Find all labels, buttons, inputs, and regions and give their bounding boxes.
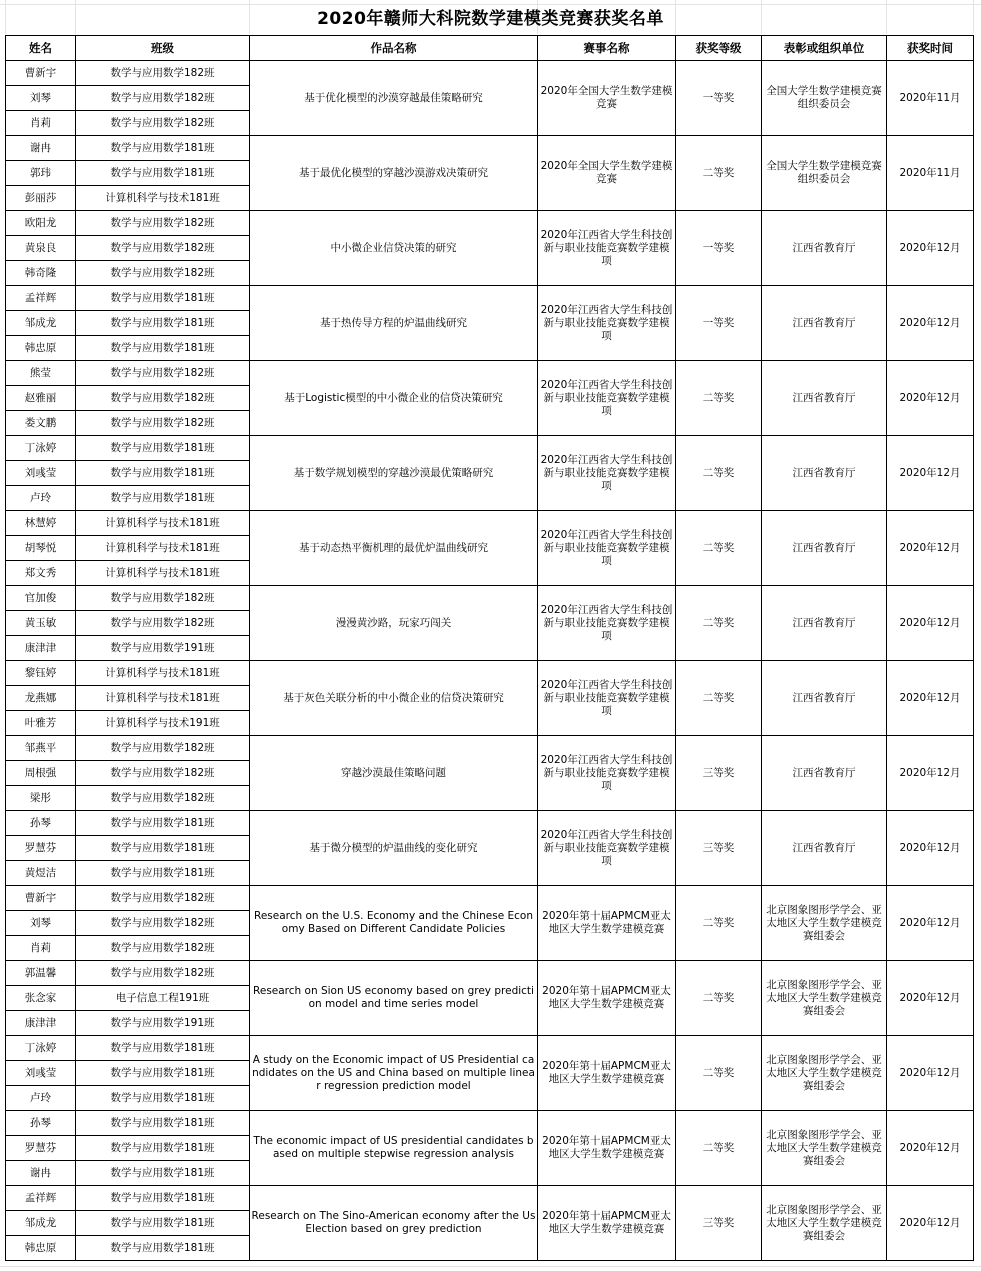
student-name: 周根强	[6, 761, 76, 786]
header-competition: 赛事名称	[538, 36, 676, 61]
student-name: 曹新宇	[6, 886, 76, 911]
award-time: 2020年12月	[887, 1036, 974, 1111]
student-name: 龙燕娜	[6, 686, 76, 711]
table-row	[6, 1186, 974, 1211]
student-name: 刘琴	[6, 911, 76, 936]
organizer: 北京图象图形学学会、亚太地区大学生数学建模竞赛组委会	[762, 961, 887, 1036]
competition-name: 2020年江西省大学生科技创新与职业技能竞赛数学建模项	[538, 436, 676, 511]
student-class: 数学与应用数学181班	[76, 286, 250, 311]
table-row	[6, 586, 974, 611]
student-class: 数学与应用数学182班	[76, 961, 250, 986]
organizer: 江西省教育厅	[762, 586, 887, 661]
competition-name: 2020年江西省大学生科技创新与职业技能竞赛数学建模项	[538, 661, 676, 736]
award-level: 二等奖	[676, 511, 762, 586]
student-class: 数学与应用数学182班	[76, 761, 250, 786]
organizer: 江西省教育厅	[762, 661, 887, 736]
competition-name: 2020年全国大学生数学建模竞赛	[538, 136, 676, 211]
student-class: 数学与应用数学181班	[76, 1061, 250, 1086]
header-level: 获奖等级	[676, 36, 762, 61]
student-class: 数学与应用数学182班	[76, 111, 250, 136]
table-row	[6, 361, 974, 386]
student-name: 丁泳婷	[6, 1036, 76, 1061]
competition-name: 2020年江西省大学生科技创新与职业技能竞赛数学建模项	[538, 811, 676, 886]
work-title: Research on Sion US economy based on grey prediction model and time series model	[250, 961, 538, 1036]
work-title: Research on the U.S. Economy and the Chinese Economy Based on Different Candidate Policies	[250, 886, 538, 961]
table-row	[6, 211, 974, 236]
student-class: 数学与应用数学182班	[76, 361, 250, 386]
student-name: 丁泳婷	[6, 436, 76, 461]
competition-name: 2020年江西省大学生科技创新与职业技能竞赛数学建模项	[538, 286, 676, 361]
student-class: 计算机科学与技术181班	[76, 561, 250, 586]
student-name: 黎钰婷	[6, 661, 76, 686]
student-name: 韩奇隆	[6, 261, 76, 286]
competition-name: 2020年第十届APMCM亚太地区大学生数学建模竞赛	[538, 1036, 676, 1111]
student-class: 数学与应用数学182班	[76, 236, 250, 261]
student-name: 黄煜洁	[6, 861, 76, 886]
header-row	[6, 36, 974, 61]
table-row	[6, 436, 974, 461]
competition-name: 2020年江西省大学生科技创新与职业技能竞赛数学建模项	[538, 586, 676, 661]
organizer: 江西省教育厅	[762, 436, 887, 511]
student-class: 数学与应用数学182班	[76, 386, 250, 411]
table-row	[6, 511, 974, 536]
student-name: 郭温馨	[6, 961, 76, 986]
page-title: 2020年赣师大科院数学建模类竞赛获奖名单	[317, 9, 664, 29]
award-time: 2020年12月	[887, 1186, 974, 1261]
student-class: 数学与应用数学181班	[76, 136, 250, 161]
work-title: 基于Logistic模型的中小微企业的信贷决策研究	[250, 361, 538, 436]
student-name: 孙琴	[6, 1111, 76, 1136]
student-name: 韩忠原	[6, 1236, 76, 1261]
competition-name: 2020年江西省大学生科技创新与职业技能竞赛数学建模项	[538, 736, 676, 811]
student-class: 数学与应用数学182班	[76, 886, 250, 911]
student-class: 数学与应用数学191班	[76, 636, 250, 661]
award-time: 2020年12月	[887, 511, 974, 586]
student-class: 计算机科学与技术191班	[76, 711, 250, 736]
student-class: 数学与应用数学181班	[76, 1211, 250, 1236]
award-time: 2020年12月	[887, 586, 974, 661]
student-name: 娄文鹏	[6, 411, 76, 436]
organizer: 北京图象图形学学会、亚太地区大学生数学建模竞赛组委会	[762, 1036, 887, 1111]
award-time: 2020年12月	[887, 286, 974, 361]
student-class: 数学与应用数学181班	[76, 436, 250, 461]
student-class: 数学与应用数学181班	[76, 811, 250, 836]
student-name: 康津津	[6, 1011, 76, 1036]
student-class: 数学与应用数学182班	[76, 586, 250, 611]
student-class: 数学与应用数学181班	[76, 311, 250, 336]
work-title: 基于优化模型的沙漠穿越最佳策略研究	[250, 61, 538, 136]
student-name: 罗慧芬	[6, 1136, 76, 1161]
organizer: 江西省教育厅	[762, 211, 887, 286]
table-row	[6, 886, 974, 911]
header-time: 获奖时间	[887, 36, 974, 61]
student-class: 数学与应用数学182班	[76, 736, 250, 761]
work-title: 基于最优化模型的穿越沙漠游戏决策研究	[250, 136, 538, 211]
student-name: 康津津	[6, 636, 76, 661]
award-level: 二等奖	[676, 1111, 762, 1186]
award-time: 2020年11月	[887, 136, 974, 211]
student-name: 孟祥辉	[6, 286, 76, 311]
student-class: 数学与应用数学182班	[76, 211, 250, 236]
table-row	[6, 286, 974, 311]
student-name: 邹成龙	[6, 1211, 76, 1236]
award-level: 二等奖	[676, 886, 762, 961]
student-class: 电子信息工程191班	[76, 986, 250, 1011]
work-title: 基于微分模型的炉温曲线的变化研究	[250, 811, 538, 886]
organizer: 江西省教育厅	[762, 361, 887, 436]
student-class: 数学与应用数学182班	[76, 611, 250, 636]
award-level: 二等奖	[676, 1036, 762, 1111]
work-title: The economic impact of US presidential candidates based on multiple stepwise regression analysis	[250, 1111, 538, 1186]
table-row	[6, 661, 974, 686]
competition-name: 2020年全国大学生数学建模竞赛	[538, 61, 676, 136]
student-class: 数学与应用数学181班	[76, 461, 250, 486]
organizer: 北京图象图形学学会、亚太地区大学生数学建模竞赛组委会	[762, 1186, 887, 1261]
organizer: 江西省教育厅	[762, 511, 887, 586]
student-class: 数学与应用数学182班	[76, 911, 250, 936]
student-name: 刘彧莹	[6, 461, 76, 486]
student-class: 数学与应用数学181班	[76, 861, 250, 886]
student-name: 赵雅丽	[6, 386, 76, 411]
work-title: 漫漫黄沙路，玩家巧闯关	[250, 586, 538, 661]
student-name: 黄玉敏	[6, 611, 76, 636]
award-time: 2020年12月	[887, 961, 974, 1036]
student-class: 数学与应用数学182班	[76, 61, 250, 86]
student-name: 罗慧芬	[6, 836, 76, 861]
competition-name: 2020年第十届APMCM亚太地区大学生数学建模竞赛	[538, 886, 676, 961]
student-class: 数学与应用数学181班	[76, 1161, 250, 1186]
student-class: 计算机科学与技术181班	[76, 186, 250, 211]
award-level: 二等奖	[676, 136, 762, 211]
student-name: 肖莉	[6, 936, 76, 961]
organizer: 江西省教育厅	[762, 736, 887, 811]
student-name: 梁彤	[6, 786, 76, 811]
student-class: 数学与应用数学182班	[76, 936, 250, 961]
student-class: 数学与应用数学182班	[76, 411, 250, 436]
student-name: 肖莉	[6, 111, 76, 136]
award-time: 2020年12月	[887, 661, 974, 736]
award-level: 二等奖	[676, 961, 762, 1036]
student-name: 孙琴	[6, 811, 76, 836]
student-name: 郭玮	[6, 161, 76, 186]
student-name: 韩忠原	[6, 336, 76, 361]
work-title: Research on The Sino-American economy after the Us Election based on grey prediction	[250, 1186, 538, 1261]
header-organizer: 表彰或组织单位	[762, 36, 887, 61]
competition-name: 2020年江西省大学生科技创新与职业技能竞赛数学建模项	[538, 211, 676, 286]
competition-name: 2020年江西省大学生科技创新与职业技能竞赛数学建模项	[538, 511, 676, 586]
student-class: 数学与应用数学182班	[76, 261, 250, 286]
table-row	[6, 961, 974, 986]
award-level: 三等奖	[676, 811, 762, 886]
award-time: 2020年12月	[887, 886, 974, 961]
student-name: 叶雅芳	[6, 711, 76, 736]
student-name: 林慧婷	[6, 511, 76, 536]
award-table	[5, 35, 974, 1261]
student-name: 邹成龙	[6, 311, 76, 336]
award-level: 二等奖	[676, 361, 762, 436]
header-work: 作品名称	[250, 36, 538, 61]
student-name: 卢玲	[6, 1086, 76, 1111]
student-name: 张念家	[6, 986, 76, 1011]
award-time: 2020年12月	[887, 736, 974, 811]
student-name: 刘彧莹	[6, 1061, 76, 1086]
student-name: 欧阳龙	[6, 211, 76, 236]
award-time: 2020年12月	[887, 211, 974, 286]
competition-name: 2020年第十届APMCM亚太地区大学生数学建模竞赛	[538, 1186, 676, 1261]
award-level: 三等奖	[676, 1186, 762, 1261]
student-name: 熊莹	[6, 361, 76, 386]
student-class: 数学与应用数学181班	[76, 336, 250, 361]
student-class: 数学与应用数学181班	[76, 1186, 250, 1211]
award-level: 二等奖	[676, 586, 762, 661]
organizer: 北京图象图形学学会、亚太地区大学生数学建模竞赛组委会	[762, 1111, 887, 1186]
award-time: 2020年12月	[887, 1111, 974, 1186]
header-class: 班级	[76, 36, 250, 61]
student-name: 邹燕平	[6, 736, 76, 761]
award-table-body	[6, 61, 974, 1261]
organizer: 江西省教育厅	[762, 286, 887, 361]
student-class: 计算机科学与技术181班	[76, 661, 250, 686]
student-class: 数学与应用数学181班	[76, 486, 250, 511]
student-class: 计算机科学与技术181班	[76, 511, 250, 536]
student-name: 孟祥辉	[6, 1186, 76, 1211]
student-name: 曹新宇	[6, 61, 76, 86]
student-name: 胡琴悦	[6, 536, 76, 561]
student-class: 数学与应用数学181班	[76, 1086, 250, 1111]
header-name: 姓名	[6, 36, 76, 61]
student-class: 数学与应用数学181班	[76, 1036, 250, 1061]
table-row	[6, 811, 974, 836]
work-title: 基于灰色关联分析的中小微企业的信贷决策研究	[250, 661, 538, 736]
table-row	[6, 736, 974, 761]
work-title: 中小微企业信贷决策的研究	[250, 211, 538, 286]
student-name: 谢冉	[6, 1161, 76, 1186]
award-level: 三等奖	[676, 736, 762, 811]
student-class: 数学与应用数学182班	[76, 786, 250, 811]
table-row	[6, 1036, 974, 1061]
student-name: 谢冉	[6, 136, 76, 161]
award-time: 2020年12月	[887, 361, 974, 436]
competition-name: 2020年第十届APMCM亚太地区大学生数学建模竞赛	[538, 961, 676, 1036]
award-time: 2020年11月	[887, 61, 974, 136]
work-title: 基于数学规划模型的穿越沙漠最优策略研究	[250, 436, 538, 511]
organizer: 全国大学生数学建模竞赛组织委员会	[762, 61, 887, 136]
award-level: 二等奖	[676, 661, 762, 736]
student-name: 官加俊	[6, 586, 76, 611]
award-level: 一等奖	[676, 211, 762, 286]
work-title: 基于动态热平衡机理的最优炉温曲线研究	[250, 511, 538, 586]
award-level: 二等奖	[676, 436, 762, 511]
student-name: 卢玲	[6, 486, 76, 511]
competition-name: 2020年江西省大学生科技创新与职业技能竞赛数学建模项	[538, 361, 676, 436]
award-time: 2020年12月	[887, 436, 974, 511]
student-class: 数学与应用数学191班	[76, 1011, 250, 1036]
student-name: 黄泉良	[6, 236, 76, 261]
student-class: 数学与应用数学181班	[76, 1236, 250, 1261]
award-time: 2020年12月	[887, 811, 974, 886]
table-row	[6, 136, 974, 161]
student-name: 刘琴	[6, 86, 76, 111]
competition-name: 2020年第十届APMCM亚太地区大学生数学建模竞赛	[538, 1111, 676, 1186]
organizer: 江西省教育厅	[762, 811, 887, 886]
organizer: 北京图象图形学学会、亚太地区大学生数学建模竞赛组委会	[762, 886, 887, 961]
work-title: A study on the Economic impact of US Presidential candidates on the US and China based on multiple linear regression prediction model	[250, 1036, 538, 1111]
table-row	[6, 61, 974, 86]
student-class: 计算机科学与技术181班	[76, 686, 250, 711]
organizer: 全国大学生数学建模竞赛组织委员会	[762, 136, 887, 211]
student-class: 数学与应用数学181班	[76, 1111, 250, 1136]
award-level: 一等奖	[676, 61, 762, 136]
award-level: 一等奖	[676, 286, 762, 361]
student-class: 数学与应用数学181班	[76, 836, 250, 861]
student-name: 郑文秀	[6, 561, 76, 586]
student-class: 数学与应用数学181班	[76, 161, 250, 186]
table-row	[6, 1111, 974, 1136]
student-name: 彭丽莎	[6, 186, 76, 211]
student-class: 计算机科学与技术181班	[76, 536, 250, 561]
student-class: 数学与应用数学182班	[76, 86, 250, 111]
work-title: 基于热传导方程的炉温曲线研究	[250, 286, 538, 361]
work-title: 穿越沙漠最佳策略问题	[250, 736, 538, 811]
student-class: 数学与应用数学181班	[76, 1136, 250, 1161]
